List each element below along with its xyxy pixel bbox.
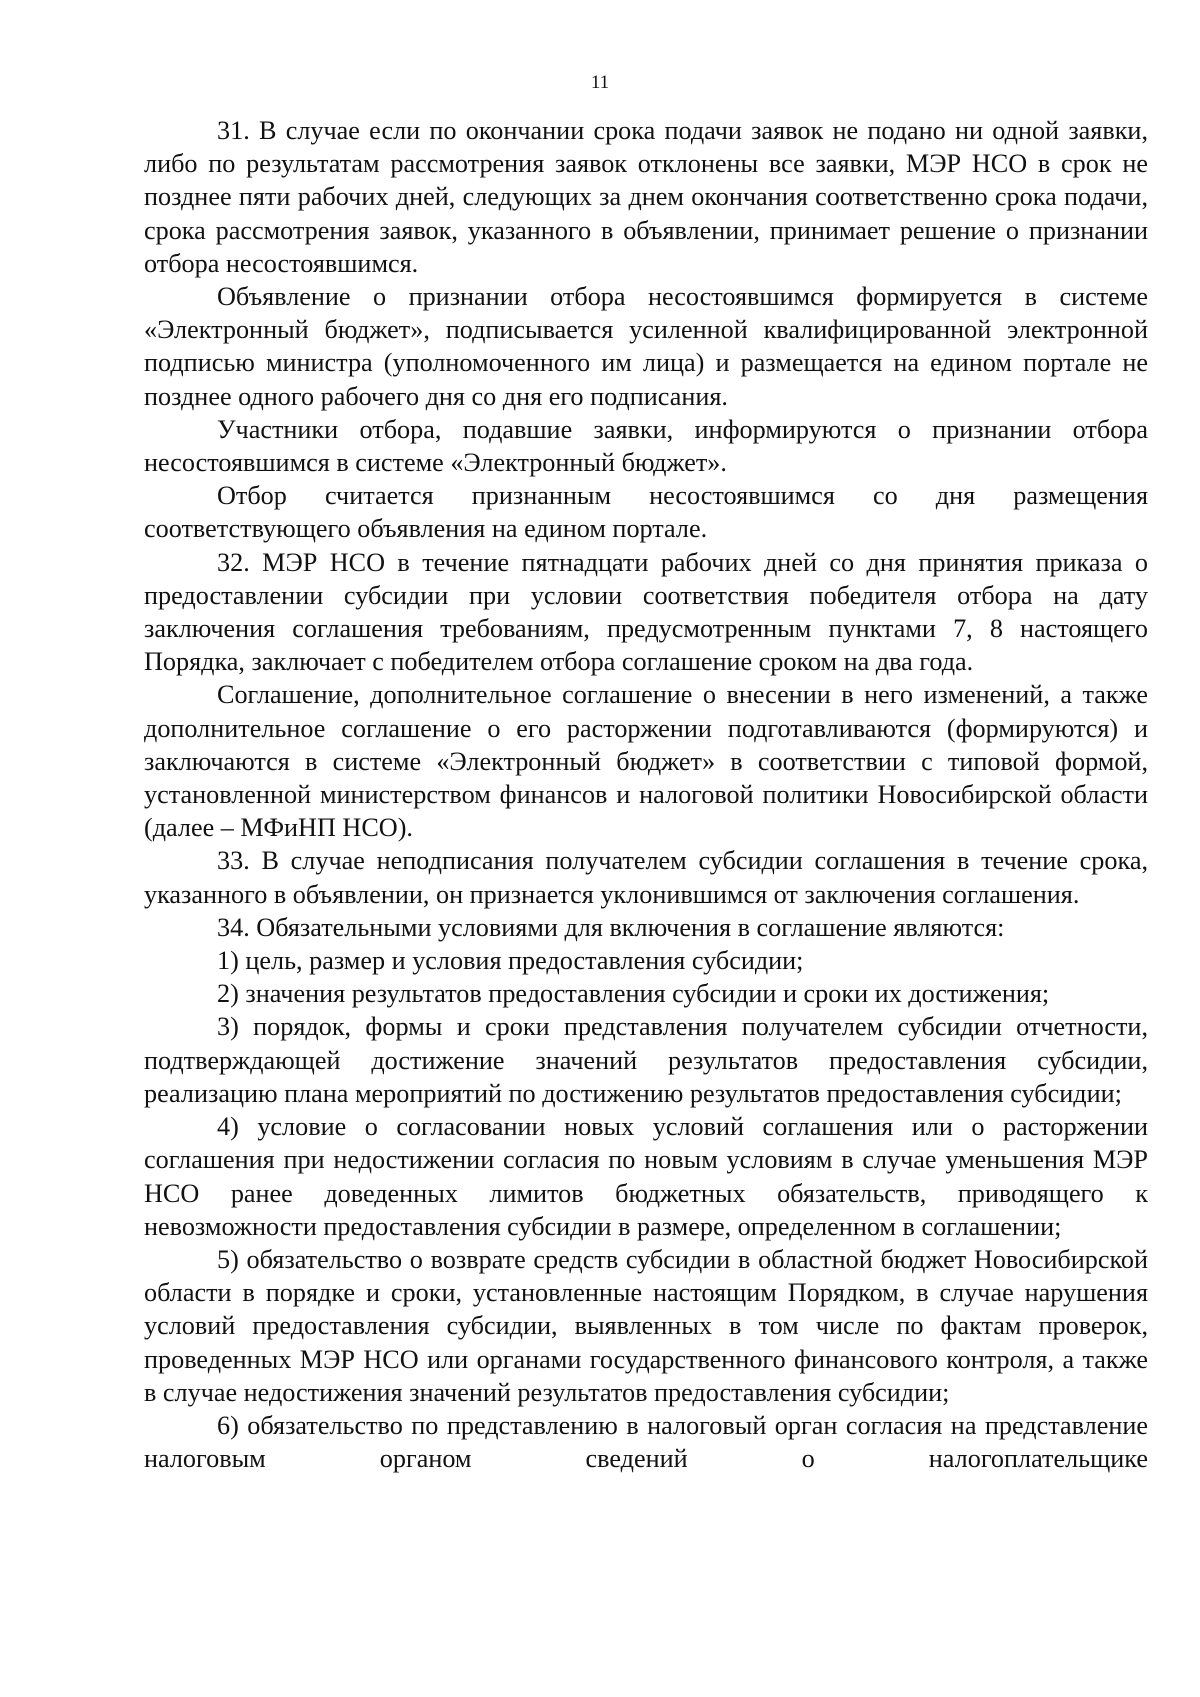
list-item-4: 4) условие о согласовании новых условий соглашения или о расторжении соглашения при недостижении согласия по новым условиям в случае уменьшения МЭР НСО ранее доведенных лимитов бюджетных обязательств, приводящего к невозможности предоставления субсидии в размере, определенном в соглашении; — [144, 1112, 1148, 1241]
paragraph-selection-failed: Отбор считается признанным несостоявшимся со дня размещения соответствующего объявления на едином портале. — [144, 481, 1148, 544]
paragraph-32: 32. МЭР НСО в течение пятнадцати рабочих дней со дня принятия приказа о предоставлении субсидии при условии соответствия победителя отбора на дату заключения соглашения требованиям, предусмотренным пунктами 7, 8 настоящего Порядка, заключает с победителем отбора соглашение сроком на два года. — [144, 547, 1148, 677]
page-number: 11 — [590, 72, 610, 93]
document-body — [144, 114, 1148, 1475]
paragraph-34: 34. Обязательными условиями для включения в соглашение являются: — [217, 912, 1005, 942]
paragraph-31: 31. В случае если по окончании срока подачи заявок не подано ни одной заявки, либо по результатам рассмотрения заявок отклонены все заявки, МЭР НСО в срок не позднее пяти рабочих дней, следующих за днем окончания соответственно срока подачи, срока рассмотрения заявок, указанного в объявлении, принимает решение о признании отбора несостоявшимся. — [144, 116, 1148, 278]
paragraph-announcement: Объявление о признании отбора несостоявшимся формируется в системе «Электронный бюджет», подписывается усиленной квалифицированной электронной подписью министра (уполномоченного им лица) и размещается на едином портале не позднее одного рабочего дня со дня его подписания. — [144, 282, 1148, 411]
paragraph-agreement-form: Соглашение, дополнительное соглашение о внесении в него изменений, а также дополнительное соглашение о его расторжении подготавливаются (формируются) и заключаются в системе «Электронный бюджет» в соответствии с типовой формой, установленной министерством финансов и налоговой политики Новосибирской области (далее – МФиНП НСО). — [144, 680, 1148, 843]
list-item-6: 6) обязательство по представлению в налоговый орган согласия на представление налоговым органом сведений о налогоплательщике — [144, 1410, 1148, 1474]
list-item-2: 2) значения результатов предоставления субсидии и сроки их достижения; — [217, 979, 1050, 1009]
list-item-5: 5) обязательство о возврате средств субсидии в областной бюджет Новосибирской области в порядке и сроки, установленные настоящим Порядком, в случае нарушения условий предоставления субсидии, выявленных в том числе по фактам проверок, проведенных МЭР НСО или органами государственного финансового контроля, а также в случае недостижения значений результатов предоставления субсидии; — [144, 1244, 1148, 1407]
list-item-1: 1) цель, размер и условия предоставления субсидии; — [217, 946, 804, 976]
paragraph-33: 33. В случае неподписания получателем субсидии соглашения в течение срока, указанного в объявлении, он признается уклонившимся от заключения соглашения. — [144, 846, 1148, 909]
list-item-3: 3) порядок, формы и сроки представления получателем субсидии отчетности, подтверждающей достижение значений результатов предоставления субсидии, реализацию плана мероприятий по достижению результатов предоставления субсидии; — [144, 1012, 1148, 1108]
paragraph-participants-informed: Участники отбора, подавшие заявки, информируются о признании отбора несостоявшимся в системе «Электронный бюджет». — [144, 414, 1148, 478]
